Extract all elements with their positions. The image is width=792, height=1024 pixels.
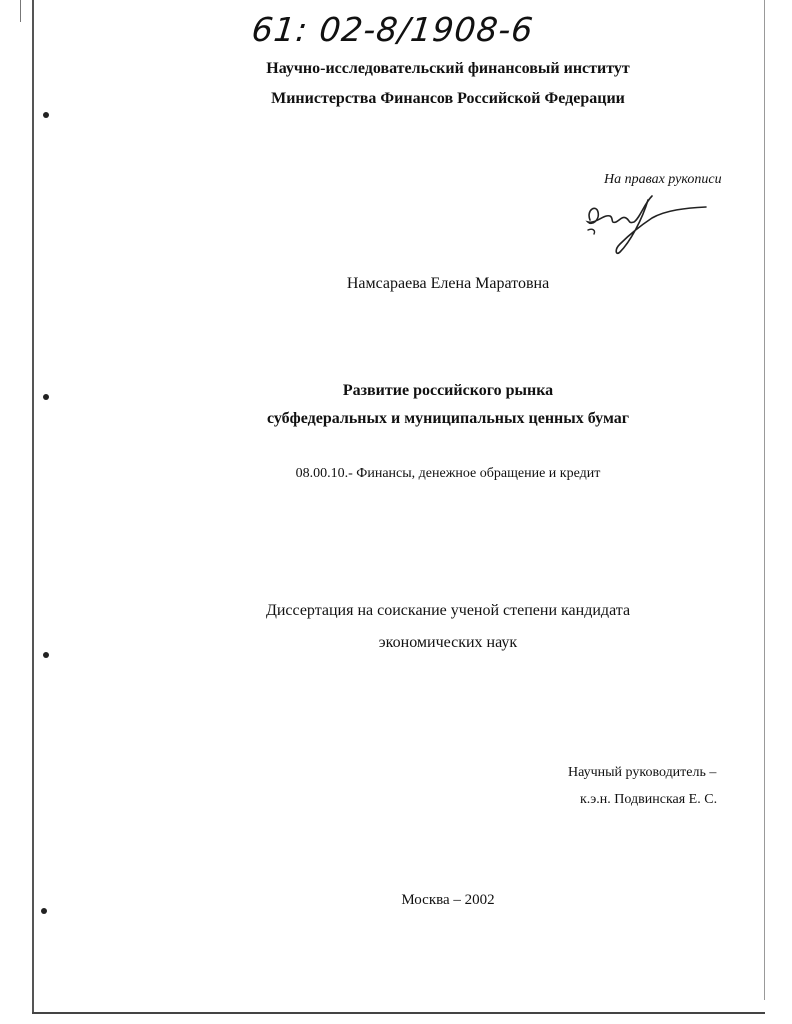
scan-border-right bbox=[764, 0, 765, 1000]
scan-edge-mark bbox=[20, 0, 21, 22]
dissertation-title-line-1: Развитие российского рынка bbox=[342, 382, 554, 399]
degree-statement-line-2: экономических наук bbox=[378, 634, 518, 651]
punch-hole-mark bbox=[41, 908, 47, 914]
city-year: Москва – 2002 bbox=[401, 892, 495, 908]
institute-name: Научно-исследовательский финансовый институт bbox=[266, 60, 630, 77]
degree-statement-line-1: Диссертация на соискание ученой степени кандидата bbox=[265, 602, 631, 619]
specialty-code: 08.00.10.- Финансы, денежное обращение и кредит bbox=[295, 466, 601, 481]
ministry-name: Министерства Финансов Российской Федерации bbox=[271, 90, 625, 107]
punch-hole-mark bbox=[43, 112, 49, 118]
author-name: Намсараева Елена Маратовна bbox=[346, 275, 550, 292]
advisor-name: к.э.н. Подвинская Е. С. bbox=[580, 792, 718, 807]
handwritten-catalog-number: 61: 02-8/1908-6 bbox=[249, 10, 536, 49]
punch-hole-mark bbox=[43, 652, 49, 658]
advisor-label: Научный руководитель – bbox=[568, 765, 717, 780]
manuscript-rights-note: На правах рукописи bbox=[604, 172, 722, 187]
dissertation-title-line-2: субфедеральных и муниципальных ценных бумаг bbox=[266, 410, 629, 427]
scan-border-bottom bbox=[32, 1012, 765, 1014]
handwritten-signature bbox=[582, 190, 722, 260]
punch-hole-mark bbox=[43, 394, 49, 400]
scan-border-left bbox=[32, 0, 34, 1014]
